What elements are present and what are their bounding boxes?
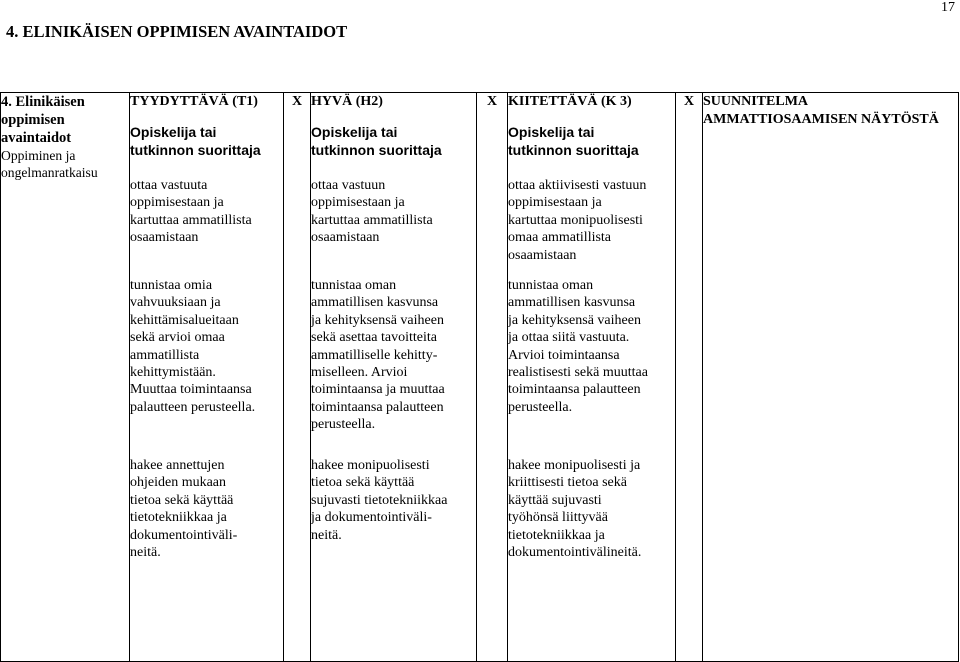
key-skill-header-line: oppimisen — [1, 112, 65, 128]
level-t1-criterion-1 — [130, 177, 283, 277]
plan-title-line: AMMATTIOSAAMISEN NÄYTÖSTÄ — [703, 111, 939, 127]
criterion-line: kehittymistään. — [130, 365, 216, 381]
level-t1-title: TYYDYTTÄVÄ (T1) — [130, 94, 258, 109]
assessment-criteria-table — [0, 92, 959, 662]
key-skill-header — [1, 93, 129, 147]
level-t1-cell — [130, 93, 284, 662]
level-separator-1: X — [284, 93, 311, 662]
criterion-line: toimintaansa palautteen — [508, 382, 641, 398]
criterion-line: käyttää sujuvasti — [508, 492, 602, 508]
criterion-line: ammatilliselle kehitty- — [311, 347, 438, 363]
key-skill-header-line: avaintaidot — [1, 130, 72, 146]
level-separator-2: X — [477, 93, 508, 662]
criterion-line: työhönsä liittyvää — [508, 510, 608, 526]
criterion-line: osaamistaan — [311, 230, 380, 246]
criterion-line: Muuttaa toimintaansa — [130, 382, 252, 398]
criterion-line: sekä asettaa tavoitteita — [311, 330, 437, 346]
level-k3-subtitle — [508, 123, 675, 159]
level-h2-criterion-1 — [311, 177, 476, 277]
skills-demonstration-plan-cell — [703, 93, 959, 662]
criterion-line: hakee monipuolisesti — [311, 458, 430, 473]
criterion-line: perusteella. — [311, 417, 376, 433]
key-skill-name-line: Oppiminen ja — [1, 148, 76, 163]
criterion-line: kriittisesti tietoa sekä — [508, 475, 627, 491]
criterion-line: sujuvasti tietotekniikkaa — [311, 492, 448, 508]
criterion-line: tietotekniikkaa ja — [130, 510, 227, 526]
subtitle-line: tutkinnon suorittaja — [508, 142, 639, 158]
criterion-line: neitä. — [311, 527, 342, 543]
page-number: 17 — [941, 0, 955, 15]
level-h2-cell — [311, 93, 477, 662]
criterion-line: Arvioi toimintaansa — [508, 347, 620, 363]
key-skill-cell — [1, 93, 130, 662]
criterion-line: hakee annettujen — [130, 458, 225, 473]
subtitle-line: Opiskelija tai — [508, 124, 595, 140]
plan-title-line: SUUNNITELMA — [703, 94, 809, 109]
section-title: 4. ELINIKÄISEN OPPIMISEN AVAINTAIDOT — [6, 22, 348, 41]
criterion-line: ammatillisen kasvunsa — [508, 295, 636, 311]
criterion-line: tunnistaa oman — [311, 278, 397, 293]
criterion-line: palautteen perusteella. — [130, 399, 256, 415]
criterion-line: osaamistaan — [130, 230, 199, 246]
criterion-line: kehittämisalueitaan — [130, 312, 239, 328]
level-k3-title: KIITETTÄVÄ (K 3) — [508, 94, 632, 109]
criterion-line: kartuttaa ammatillista — [130, 212, 252, 228]
criterion-line: ohjeiden mukaan — [130, 475, 227, 491]
level-t1-criterion-2 — [130, 277, 283, 457]
subtitle-line: Opiskelija tai — [130, 124, 217, 140]
criterion-line: tunnistaa oman — [508, 278, 594, 293]
key-skill-name-line: ongelmanratkaisu — [1, 165, 98, 180]
subtitle-line: Opiskelija tai — [311, 124, 398, 140]
level-k3-cell — [508, 93, 676, 662]
criterion-line: tietoa sekä käyttää — [311, 475, 415, 491]
criterion-line: oppimisestaan ja — [311, 195, 405, 211]
criterion-line: ja kehityksensä vaiheen — [311, 312, 444, 328]
criterion-line: ottaa vastuuta — [130, 178, 208, 193]
criterion-line: neitä. — [130, 545, 161, 561]
criterion-line: oppimisestaan ja — [508, 195, 602, 211]
subtitle-line: tutkinnon suorittaja — [311, 142, 442, 158]
level-h2-criterion-2 — [311, 277, 476, 457]
criterion-line: hakee monipuolisesti ja — [508, 458, 641, 473]
criterion-line: ottaa vastuun — [311, 178, 386, 193]
key-skill-name — [1, 147, 129, 181]
criterion-line: ja kehityksensä vaiheen — [508, 312, 641, 328]
level-k3-criterion-2 — [508, 277, 675, 457]
criterion-line: oppimisestaan ja — [130, 195, 224, 211]
criterion-line: kartuttaa monipuolisesti — [508, 212, 643, 228]
criterion-line: tietoa sekä käyttää — [130, 492, 234, 508]
criterion-line: sekä arvioi omaa — [130, 330, 225, 346]
level-k3-criterion-1 — [508, 177, 675, 277]
criterion-line: vahvuuksiaan ja — [130, 295, 221, 311]
criterion-line: realistisesti sekä muuttaa — [508, 365, 648, 381]
criterion-line: osaamistaan — [508, 247, 577, 263]
criterion-line: ja dokumentointiväli- — [311, 510, 432, 526]
level-h2-title: HYVÄ (H2) — [311, 94, 383, 109]
level-t1-subtitle — [130, 123, 283, 159]
criterion-line: toimintaansa ja muuttaa — [311, 382, 445, 398]
level-t1-criterion-3 — [130, 457, 283, 561]
criterion-line: toimintaansa palautteen — [311, 399, 444, 415]
criterion-line: dokumentointiväli- — [130, 527, 238, 543]
criterion-line: tunnistaa omia — [130, 278, 213, 293]
criterion-line: ja ottaa siitä vastuuta. — [508, 330, 630, 346]
subtitle-line: tutkinnon suorittaja — [130, 142, 261, 158]
criterion-line: perusteella. — [508, 399, 573, 415]
criterion-line: tietotekniikkaa ja — [508, 527, 605, 543]
level-h2-subtitle — [311, 123, 476, 159]
criterion-line: kartuttaa ammatillista — [311, 212, 433, 228]
criterion-line: omaa ammatillista — [508, 230, 612, 246]
key-skill-header-line: 4. Elinikäisen — [1, 94, 85, 110]
criterion-line: dokumentointivälineitä. — [508, 545, 642, 561]
criterion-line: ottaa aktiivisesti vastuun — [508, 178, 647, 193]
criterion-line: ammatillista — [130, 347, 200, 363]
criterion-line: miselleen. Arvioi — [311, 365, 408, 381]
level-k3-criterion-3 — [508, 457, 675, 561]
criterion-line: ammatillisen kasvunsa — [311, 295, 439, 311]
level-separator-3: X — [676, 93, 703, 662]
level-h2-criterion-3 — [311, 457, 476, 544]
